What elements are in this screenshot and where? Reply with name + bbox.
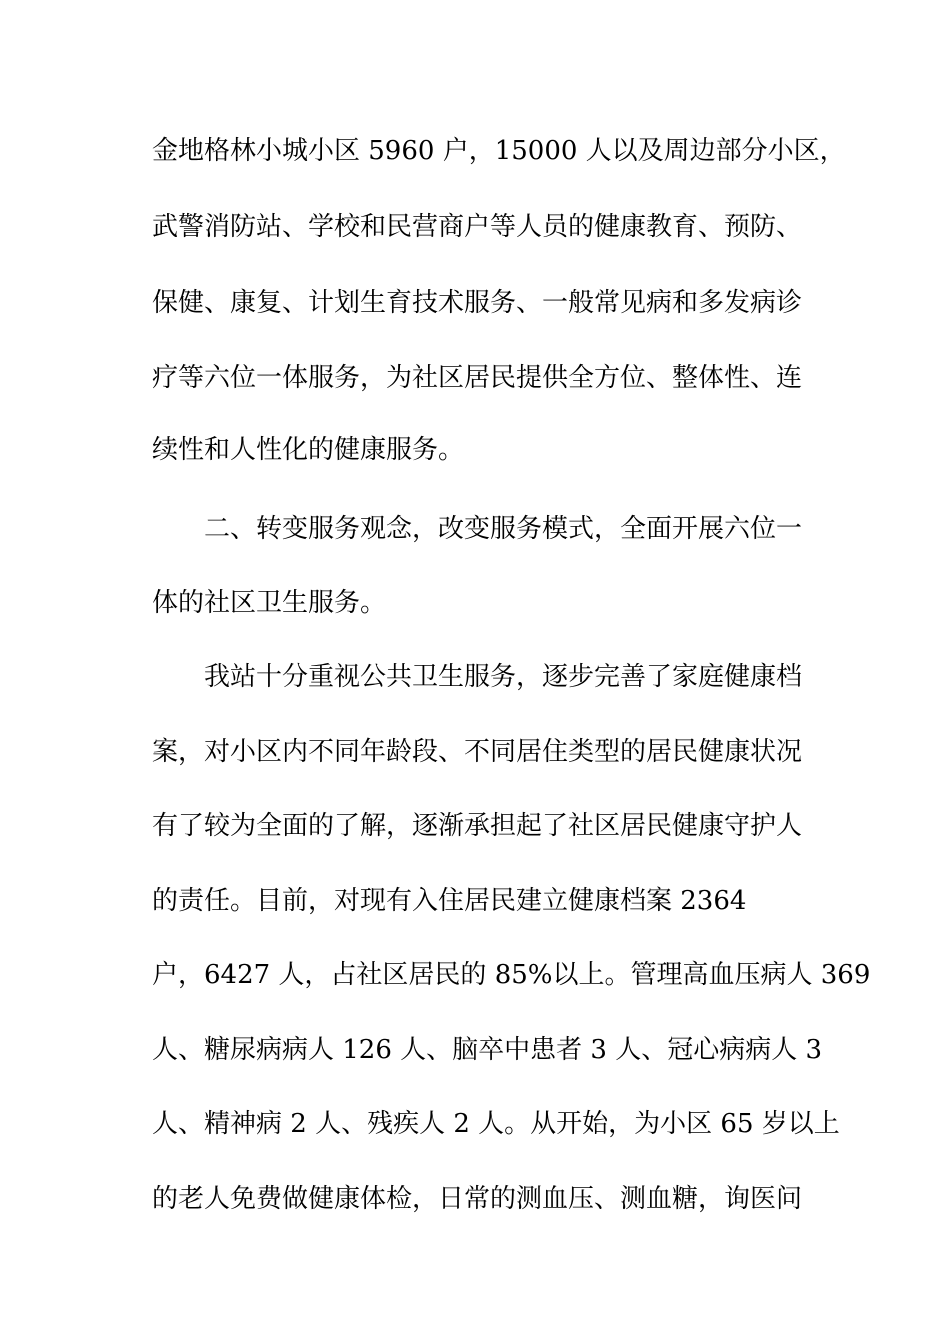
section-heading-continuation: 体的社区卫生服务。 — [152, 588, 387, 618]
text-line: 保健、康复、计划生育技术服务、一般常见病和多发病诊 — [152, 288, 803, 318]
text-line: 金地格林小城小区 5960 户，15000 人以及周边部分小区， — [152, 136, 846, 166]
text-line: 户，6427 人，占社区居民的 85%以上。管理高血压病人 369 — [152, 960, 871, 990]
text-line: 的责任。目前，对现有入住居民建立健康档案 2364 — [152, 886, 747, 916]
text-line: 人、精神病 2 人、残疾人 2 人。从开始，为小区 65 岁以上 — [152, 1109, 840, 1139]
text-line: 我站十分重视公共卫生服务，逐步完善了家庭健康档 — [204, 662, 803, 692]
text-line: 疗等六位一体服务，为社区居民提供全方位、整体性、连 — [152, 363, 803, 393]
text-line: 续性和人性化的健康服务。 — [152, 435, 465, 465]
text-line: 有了较为全面的了解，逐渐承担起了社区居民健康守护人 — [152, 811, 803, 841]
text-line: 的老人免费做健康体检，日常的测血压、测血糖，询医问 — [152, 1184, 803, 1214]
text-line: 人、糖尿病病人 126 人、脑卒中患者 3 人、冠心病病人 3 — [152, 1035, 823, 1065]
section-heading: 二、转变服务观念，改变服务模式，全面开展六位一 — [204, 514, 803, 544]
text-line: 案，对小区内不同年龄段、不同居住类型的居民健康状况 — [152, 737, 803, 767]
text-line: 武警消防站、学校和民营商户等人员的健康教育、预防、 — [152, 212, 803, 242]
